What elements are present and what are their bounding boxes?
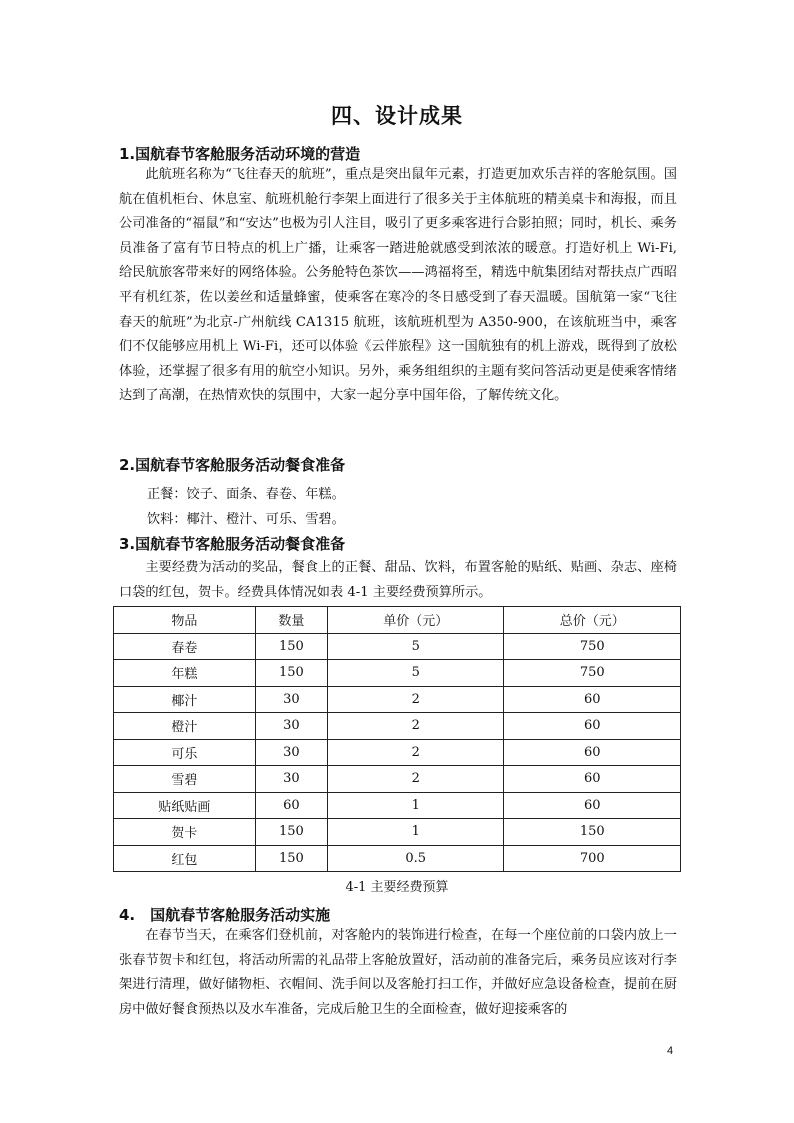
section-3-heading: 3.国航春节客舱服务活动餐食准备 [119,535,346,553]
total-price-cell: 60 [504,739,681,766]
item-cell: 年糕 [114,660,256,687]
header-quantity: 数量 [255,607,327,634]
table-header-row [114,607,681,634]
total-price-cell: 60 [504,686,681,713]
unit-price-cell: 2 [327,766,504,793]
quantity-cell: 150 [255,633,327,660]
item-cell: 橙汁 [114,713,256,740]
total-price-cell: 750 [504,660,681,687]
section-2-heading: 2.国航春节客舱服务活动餐食准备 [119,456,346,474]
unit-price-cell: 0.5 [327,845,504,872]
unit-price-cell: 2 [327,713,504,740]
table-row [114,686,681,713]
table-row [114,819,681,846]
unit-price-cell: 2 [327,686,504,713]
item-cell: 贺卡 [114,819,256,846]
quantity-cell: 30 [255,766,327,793]
table-caption: 4-1 主要经费预算 [345,880,449,895]
total-price-cell: 700 [504,845,681,872]
item-cell: 红包 [114,845,256,872]
item-cell: 雪碧 [114,766,256,793]
budget-table [113,606,681,872]
section-1-paragraph: 此航班名称为“飞往春天的航班”，重点是突出鼠年元素，打造更加欢乐吉祥的客舱氛围。国航在值机柜台、休息室、航班机舱行李架上面进行了很多关于主体航班的精美桌卡和海报，而且公司准备的“福鼠”和“安达”也极为引人注目，吸引了更多乘客进行合影拍照；同时，机长、乘务员准备了富有节日特点的机上广播，让乘客一踏进舱就感受到浓浓的暖意。打造好机上 Wi-Fi,给民航旅客带来好的网络体验。公务舱特色茶饮——鸿福将至，精选中航集团结对帮扶点广西昭平有机红茶，佐以姜丝和适量蜂蜜，使乘客在寒冷的冬日感受到了春天温暖。国航第一家“飞往春天的航班”为北京-广州航线 CA1315 航班，该航班机型为 A350-900，在该航班当中，乘客们不仅能够应用机上 Wi-Fi，还可以体验《云伴旅程》这一国航独有的机上游戏，既得到了放松体验，还掌握了很多有用的航空小知识。另外，乘务组组织的主题有奖问答活动更是使乘客情绪达到了高潮，在热情欢快的氛围中，大家一起分享中国年俗，了解传统文化。 [119,167,677,404]
table-row [114,660,681,687]
table-row [114,713,681,740]
table-row [114,739,681,766]
total-price-cell: 60 [504,766,681,793]
quantity-cell: 150 [255,819,327,846]
item-cell: 贴纸贴画 [114,792,256,819]
section-1-heading: 1.国航春节客舱服务活动环境的营造 [119,145,361,163]
page-title: 四、设计成果 [331,104,463,128]
quantity-cell: 60 [255,792,327,819]
unit-price-cell: 5 [327,660,504,687]
page-number: 4 [667,1045,674,1057]
section-3-paragraph: 主要经费为活动的奖品，餐食上的正餐、甜品、饮料，布置客舱的贴纸、贴画、杂志、座椅口袋的红包，贺卡。经费具体情况如表 4-1 主要经费预算所示。 [119,560,677,600]
total-price-cell: 60 [504,713,681,740]
section-4-paragraph: 在春节当天，在乘客们登机前，对客舱内的装饰进行检查，在每一个座位前的口袋内放上一张春节贺卡和红包，将活动所需的礼品带上客舱放置好，活动前的准备完后，乘务员应该对行李架进行清理，做好储物柜、衣帽间、洗手间以及客舱打扫工作，并做好应急设备检查，提前在厨房中做好餐食预热以及水车准备，完成后舱卫生的全面检查，做好迎接乘客的 [119,928,677,1017]
item-cell: 春卷 [114,633,256,660]
total-price-cell: 750 [504,633,681,660]
header-total-price: 总价（元） [504,607,681,634]
table-row [114,792,681,819]
quantity-cell: 30 [255,686,327,713]
header-unit-price: 单价（元） [327,607,504,634]
meal-drinks: 饮料：椰汁、橙汁、可乐、雪碧。 [147,512,345,527]
quantity-cell: 30 [255,713,327,740]
unit-price-cell: 1 [327,819,504,846]
total-price-cell: 60 [504,792,681,819]
unit-price-cell: 2 [327,739,504,766]
meal-main-course: 正餐：饺子、面条、春卷、年糕。 [147,487,345,502]
table-row [114,766,681,793]
quantity-cell: 150 [255,845,327,872]
table-row [114,845,681,872]
item-cell: 椰汁 [114,686,256,713]
item-cell: 可乐 [114,739,256,766]
table-row [114,633,681,660]
unit-price-cell: 1 [327,792,504,819]
header-item: 物品 [114,607,256,634]
unit-price-cell: 5 [327,633,504,660]
section-4-heading: 4. 国航春节客舱服务活动实施 [119,906,331,924]
total-price-cell: 150 [504,819,681,846]
quantity-cell: 30 [255,739,327,766]
quantity-cell: 150 [255,660,327,687]
